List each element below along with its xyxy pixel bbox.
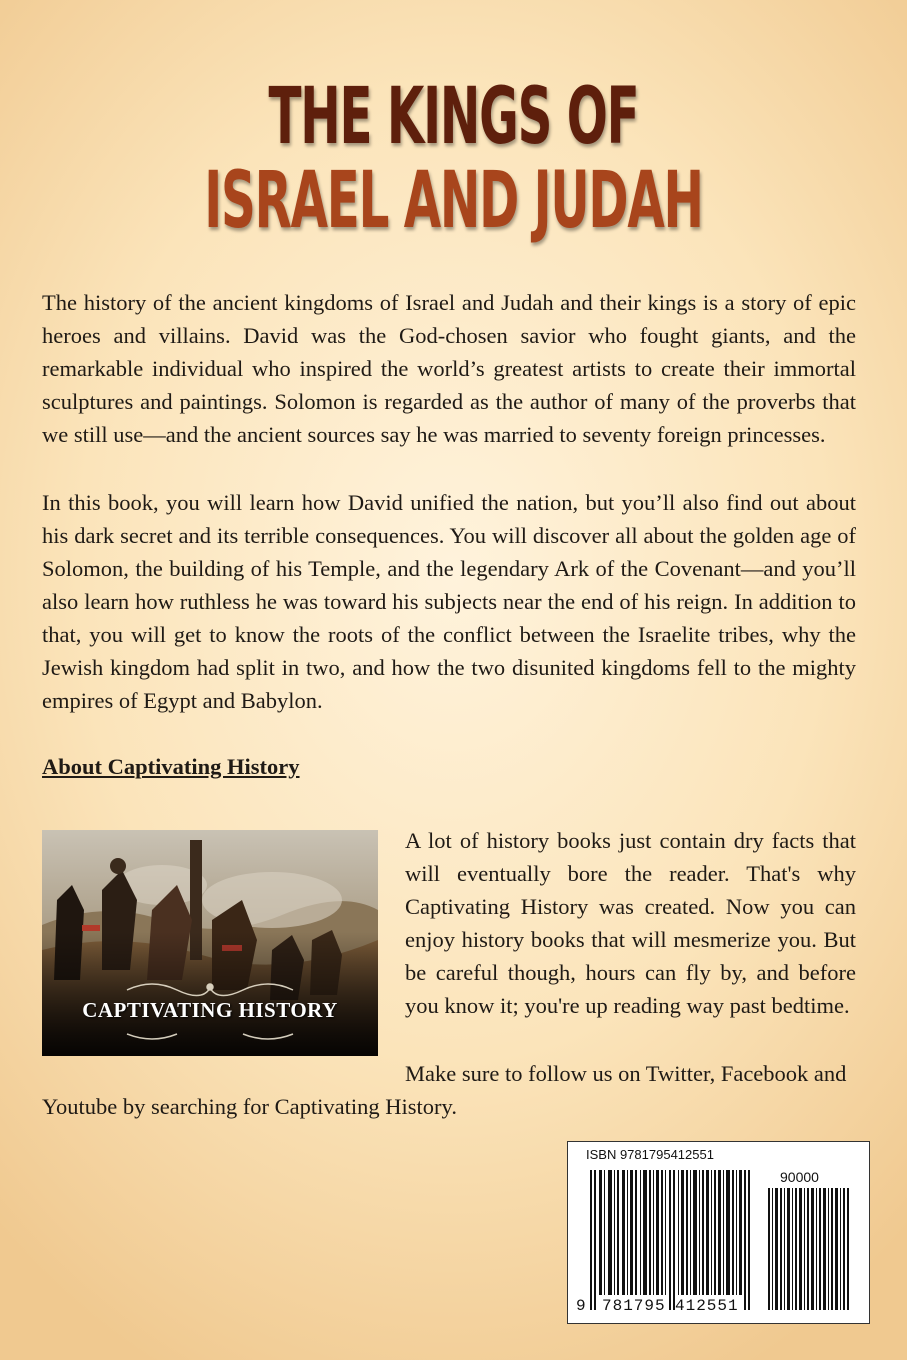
title-line-1: THE KINGS OF: [268, 72, 639, 162]
synopsis-paragraph-2: In this book, you will learn how David unified the nation, but you’ll also find out about his dark secret and its terrible consequences. You will discover all about the golden age of Solomon, the building of his Temple, and the legendary Ark of the Covenant—and you’ll also learn how ruthless he was toward his subjects near the end of his reign. In addition to that, you will get to know the roots of the conflict between the Israelite tribes, why the Jewish kingdom had split in two, and how the two disunited kingdoms fell to the mighty empires of Egypt and Babylon.: [42, 490, 856, 713]
follow-line-1: Make sure to follow us on Twitter, Facebook and: [405, 1061, 847, 1086]
isbn-label: ISBN 9781795412551: [586, 1147, 714, 1162]
isbn-barcode: [567, 1141, 870, 1324]
barcode-digits-group-1: 781795: [602, 1297, 666, 1315]
synopsis-paragraph-1: The history of the ancient kingdoms of Israel and Judah and their kings is a story of epic heroes and villains. David was the God-chosen savior who fought giants, and the remarkable individual who inspired the world’s greatest artists to create their immortal sculptures and paintings. Solomon is regarded as the author of many of the proverbs that we still use—and the ancient sources say he was married to seventy foreign princesses.: [42, 290, 856, 447]
barcode-digits-group-2: 412551: [675, 1297, 739, 1315]
captivating-history-logo-image: [42, 830, 378, 1056]
barcode-first-digit: 9: [576, 1297, 586, 1315]
barcode-addon-digits: 90000: [780, 1169, 819, 1185]
title-line-2: ISRAEL AND JUDAH: [204, 156, 703, 246]
about-paragraph: A lot of history books just contain dry facts that will eventually bore the reader. That's why Captivating History was created. Now you can enjoy history books that will mesmerize you. But be careful though, hours can fly by, and before you know it; you're up reading way past bedtime.: [405, 828, 856, 1018]
barcode-bars-icon: [568, 1142, 869, 1323]
follow-line-2: Youtube by searching for Captivating History.: [42, 1094, 457, 1119]
about-heading: About Captivating History: [42, 754, 300, 779]
brand-name: CAPTIVATING HISTORY: [82, 998, 338, 1022]
book-title: [0, 72, 907, 246]
